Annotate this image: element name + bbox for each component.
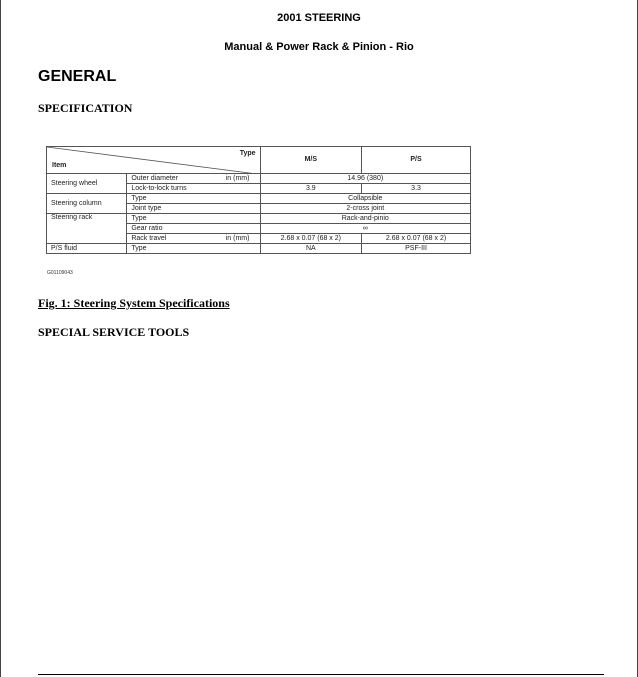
- figure-code: G01109043: [47, 270, 73, 276]
- steering-spec-table: [46, 146, 471, 254]
- document-subtitle: Manual & Power Rack & Pinion - Rio: [224, 41, 414, 53]
- row-value-ms: 2.68 x 0.07 (68 x 2): [260, 234, 362, 244]
- row-unit: in (mm): [216, 174, 260, 184]
- bottom-rule: [38, 674, 604, 675]
- row-value: Rack-and-pinio: [260, 214, 470, 224]
- table-row: [47, 244, 471, 254]
- row-value-ps: PSF-III: [362, 244, 471, 254]
- page-border-left: [0, 0, 1, 677]
- column-header-ms: M/S: [260, 147, 362, 174]
- row-sub-label: Rack travel: [127, 234, 216, 244]
- row-item-label: Steering column: [47, 194, 127, 214]
- row-value-ps: 2.68 x 0.07 (68 x 2): [362, 234, 471, 244]
- row-item-label: Steering rack: [47, 214, 127, 244]
- diagonal-divider: [47, 147, 257, 174]
- row-value: 2-cross joint: [260, 204, 470, 214]
- row-item-label: P/S fluid: [47, 244, 127, 254]
- row-sub-label: Gear ratio: [127, 224, 260, 234]
- document-title: 2001 STEERING: [277, 12, 361, 24]
- section-title: GENERAL: [38, 68, 117, 85]
- row-sub-label: Joint type: [127, 204, 260, 214]
- item-header: Item: [52, 162, 67, 169]
- type-item-header-cell: [47, 147, 261, 174]
- table-row: [47, 214, 471, 224]
- row-sub-label: Type: [127, 194, 260, 204]
- row-value-ps: 3.3: [362, 184, 471, 194]
- row-sub-label: Type: [127, 244, 260, 254]
- row-sub-label: Lock-to-lock turns: [127, 184, 260, 194]
- row-item-label: Steering wheel: [47, 174, 127, 194]
- specification-heading: SPECIFICATION: [38, 101, 133, 115]
- table-row: [47, 194, 471, 204]
- figure-caption: Fig. 1: Steering System Specifications: [38, 296, 230, 310]
- special-service-tools-heading: SPECIAL SERVICE TOOLS: [38, 325, 190, 339]
- column-header-ps: P/S: [362, 147, 471, 174]
- row-value: ∞: [260, 224, 470, 234]
- row-value-ms: 3.9: [260, 184, 362, 194]
- row-value: Collapsible: [260, 194, 470, 204]
- table-header-row: [47, 147, 471, 174]
- row-sub-label: Type: [127, 214, 260, 224]
- table-row: [47, 174, 471, 184]
- type-header: Type: [239, 150, 256, 157]
- row-unit: in (mm): [216, 234, 260, 244]
- row-sub-label: Outer diameter: [127, 174, 216, 184]
- row-value: 14.96 (380): [260, 174, 470, 184]
- row-value-ms: NA: [260, 244, 362, 254]
